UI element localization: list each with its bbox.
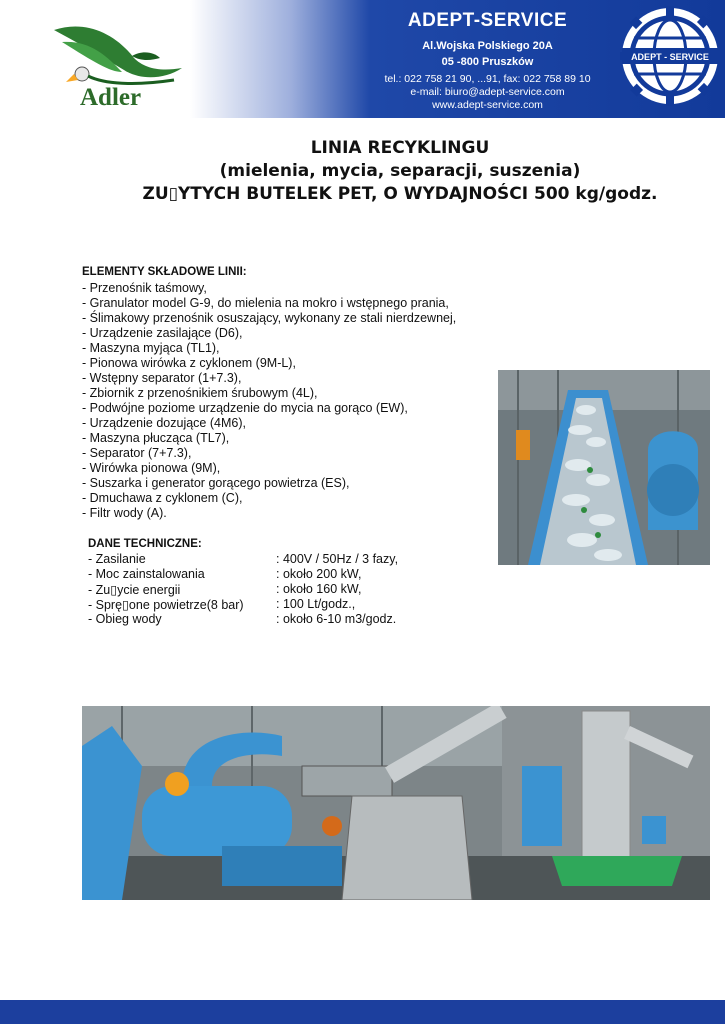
badge-text: ADEPT - SERVICE	[631, 52, 709, 62]
tech-value: : 400V / 50Hz / 3 fazy,	[276, 552, 399, 566]
list-item: - Maszyna płucząca (TL7),	[82, 431, 230, 445]
list-item: - Podwójne poziome urządzenie do mycia na gorąco (EW),	[82, 401, 408, 415]
list-item: - Pionowa wirówka z cyklonem (9M-L),	[82, 356, 296, 370]
tech-row	[88, 612, 508, 627]
machinery-photo	[82, 706, 710, 900]
title-line3: ZU▯YTYCH BUTELEK PET, O WYDAJNOŚCI 500 kg/godz.	[142, 184, 658, 204]
gear-globe-badge-icon	[618, 4, 722, 108]
list-item: - Separator (7+7.3),	[82, 446, 192, 460]
tech-value: : 100 Lt/godz.,	[276, 597, 356, 611]
page-title	[60, 137, 725, 206]
list-item: - Dmuchawa z cyklonem (C),	[82, 491, 243, 505]
list-item: - Ślimakowy przenośnik osuszający, wykonany ze stali nierdzewnej,	[82, 311, 457, 325]
tech-row	[88, 597, 508, 612]
list-item: - Filtr wody (A).	[82, 506, 167, 520]
website: www.adept-service.com	[432, 99, 543, 111]
tech-row	[88, 567, 508, 582]
list-item: - Urządzenie dozujące (4M6),	[82, 416, 246, 430]
tech-label: - Zu▯ycie energii	[88, 583, 181, 597]
tech-label: - Zasilanie	[88, 552, 146, 566]
list-item: - Urządzenie zasilające (D6),	[82, 326, 243, 340]
list-item: - Zbiornik z przenośnikiem śrubowym (4L),	[82, 386, 318, 400]
address-line1: Al.Wojska Polskiego 20A	[422, 40, 553, 52]
address-line2: 05 -800 Pruszków	[441, 56, 534, 68]
elements-heading: ELEMENTY SKŁADOWE LINII:	[82, 266, 247, 278]
tech-section	[88, 538, 508, 627]
list-item: - Maszyna myjąca (TL1),	[82, 341, 220, 355]
email: e-mail: biuro@adept-service.com	[410, 86, 565, 98]
tech-label: - Moc zainstalowania	[88, 567, 205, 581]
phone-fax: tel.: 022 758 21 90, ...91, fax: 022 758 89 10	[384, 73, 591, 85]
title-line2: (mielenia, mycia, separacji, suszenia)	[219, 161, 581, 181]
conveyor-photo	[498, 370, 710, 565]
list-item: - Suszarka i generator gorącego powietrza (ES),	[82, 476, 350, 490]
page-footer-bar	[0, 1000, 725, 1024]
tech-label: - Obieg wody	[88, 612, 162, 626]
tech-value: : około 200 kW,	[276, 567, 362, 581]
list-item: - Wirówka pionowa (9M),	[82, 461, 221, 475]
tech-row	[88, 582, 508, 597]
tech-value: : około 160 kW,	[276, 582, 362, 596]
page-header	[0, 0, 725, 118]
title-line1: LINIA RECYKLINGU	[310, 138, 490, 158]
tech-heading: DANE TECHNICZNE:	[88, 538, 202, 550]
company-name: ADEPT-SERVICE	[407, 10, 568, 31]
tech-label: - Sprę▯one powietrze(8 bar)	[88, 598, 244, 612]
list-item: - Przenośnik taśmowy,	[82, 281, 207, 295]
list-item: - Granulator model G-9, do mielenia na mokro i wstępnego prania,	[82, 296, 449, 310]
list-item: - Wstępny separator (1+7.3),	[82, 371, 242, 385]
tech-row	[88, 552, 508, 567]
logo-text: Adler	[80, 84, 142, 111]
company-info	[380, 10, 595, 112]
tech-value: : około 6-10 m3/godz.	[276, 612, 397, 626]
elements-section	[82, 265, 502, 521]
